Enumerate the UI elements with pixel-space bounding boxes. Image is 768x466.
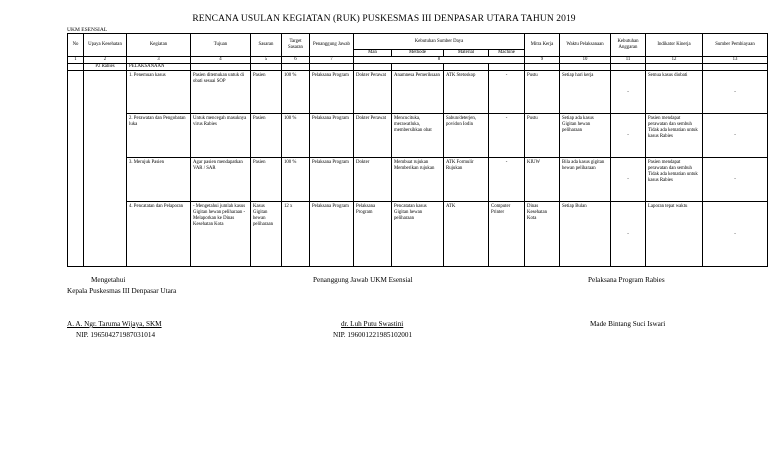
sasaran-cell: Pasien: [251, 70, 282, 113]
tujuan-cell: Agar pasien mendapatkan VAR / SAR: [191, 157, 251, 201]
header-kegiatan: Kegiatan: [127, 34, 191, 57]
col-num: 3: [127, 56, 191, 63]
man-cell: Dokter Perawat: [354, 113, 392, 157]
method-cell: Membuat rujukan Memberikan rujukan: [392, 157, 444, 201]
waktu-cell: Setiap Bulan: [560, 201, 611, 266]
header-kebutuhan-sumber-daya: Kebutuhan Sumber Daya: [354, 34, 525, 50]
header-anggaran: Kebutuhan Anggaran: [611, 34, 646, 57]
header-target: Target Sasaran: [282, 34, 310, 57]
target-cell: 12 x: [282, 201, 310, 266]
col-num: 10: [560, 56, 611, 63]
table-row: [68, 201, 768, 266]
signature-mid-name: dr. Luh Putu Swastini: [341, 320, 404, 328]
sumber-cell: -: [703, 201, 768, 266]
kegiatan-cell: 2. Perawatan dan Pengobatan luka: [127, 113, 191, 157]
col-num: 12: [646, 56, 703, 63]
signature-left-nip: NIP. 196504271987031014: [76, 331, 156, 339]
tujuan-cell: Untuk mencegah masuknya virus Rabies: [191, 113, 251, 157]
sumber-cell: -: [703, 70, 768, 113]
header-man: Man: [354, 50, 392, 57]
sumber-cell: -: [703, 157, 768, 201]
waktu-cell: Setiap hari kerja: [560, 70, 611, 113]
col-num: 6: [282, 56, 310, 63]
signature-left-role: Kepala Puskesmas III Denpasar Utara: [67, 287, 177, 295]
header-no: No: [68, 34, 84, 57]
sumber-cell: -: [703, 113, 768, 157]
anggaran-cell: -: [611, 113, 646, 157]
man-cell: Dokter: [354, 157, 392, 201]
target-cell: 100 %: [282, 70, 310, 113]
column-number-row: [68, 56, 768, 63]
col-num: 2: [84, 56, 127, 63]
kegiatan-cell: 1. Penemuan kasus: [127, 70, 191, 113]
pj-cell: Pelaksana Program: [310, 157, 354, 201]
waktu-cell: Setiap ada kasus Gigitan hewan peliharaan: [560, 113, 611, 157]
machine-cell: -: [489, 157, 525, 201]
sasaran-cell: Kasus Gigitan hewan peliharaan: [251, 201, 282, 266]
man-cell: Pelaksana Program: [354, 201, 392, 266]
material-cell: ATK Stetoskop: [444, 70, 489, 113]
signature-right-name: Made Bintang Suci Iswari: [590, 320, 666, 328]
ruk-table: [67, 33, 768, 267]
col-num: 4: [191, 56, 251, 63]
sasaran-cell: Pasien: [251, 113, 282, 157]
col-num: 8: [354, 56, 525, 63]
anggaran-cell: -: [611, 70, 646, 113]
machine-cell: -: [489, 70, 525, 113]
material-cell: ATK: [444, 201, 489, 266]
header-indikator: Indikator Kinerja: [646, 34, 703, 57]
header-sumber: Sumber Pembiayaan: [703, 34, 768, 57]
kegiatan-cell: 3. Merujuk Pasien: [127, 157, 191, 201]
header-waktu: Waktu Pelaksanaan: [560, 34, 611, 57]
signature-left-name: A. A. Ngr. Taruma Wijaya, SKM: [67, 320, 162, 328]
col-num: 11: [611, 56, 646, 63]
header-penanggung-jawab: Penanggung Jawab: [310, 34, 354, 57]
tujuan-cell: Pasien ditemukan untuk di obati sesuai SOP: [191, 70, 251, 113]
header-material: Material: [444, 50, 489, 57]
signature-mid-nip: NIP. 196001221985102001: [333, 331, 413, 339]
indikator-cell: Pasien mendapat perawatan dan sembuh Tidak ada kematian untuk kasus Rabies: [646, 113, 703, 157]
machine-cell: -: [489, 113, 525, 157]
indikator-cell: Pasien mendapat perawatan dan sembuh Tidak ada kematian untuk kasus Rabies: [646, 157, 703, 201]
col-num: 9: [525, 56, 560, 63]
signature-mid-role: Penanggung Jawab UKM Esensial: [313, 276, 413, 284]
col-num: 5: [251, 56, 282, 63]
anggaran-cell: -: [611, 157, 646, 201]
mitra-cell: Pustu: [525, 113, 560, 157]
signature-left-heading: Mengetahui: [91, 276, 126, 284]
mitra-cell: KIUW: [525, 157, 560, 201]
method-cell: Mencucituka, merawatluka, membersihkan obat: [392, 113, 444, 157]
waktu-cell: Bila ada kasus gigitan hewan peliharaan: [560, 157, 611, 201]
col-num: 7: [310, 56, 354, 63]
method-cell: Pencatatan kasus Gigitan hewan peliharaan: [392, 201, 444, 266]
mitra-cell: Dinas Kesehatan Kota: [525, 201, 560, 266]
col-num: 1: [68, 56, 84, 63]
indikator-cell: Semua kasus diobati: [646, 70, 703, 113]
header-sasaran: Sasaran: [251, 34, 282, 57]
col-num: 13: [703, 56, 768, 63]
pj-cell: Pelaksana Program: [310, 201, 354, 266]
kegiatan-cell: 4. Pencatatan dan Pelaporan: [127, 201, 191, 266]
table-row: [68, 157, 768, 201]
man-cell: Dokter Perawat: [354, 70, 392, 113]
pj-cell: Pelaksana Program: [310, 70, 354, 113]
mitra-cell: Pustu: [525, 70, 560, 113]
signature-right-role: Pelaksana Program Rabies: [588, 276, 665, 284]
table-row: [68, 113, 768, 157]
pj-cell: Pelaksana Program: [310, 113, 354, 157]
header-method: Methode: [392, 50, 444, 57]
pelaksanaan-label: PELAKSANAAN: [127, 63, 191, 70]
tujuan-cell: - Mengetahui jumlah kasus Gigitan hewan peliharaan - Melaporkan ke Dinas Kesehatan Kota: [191, 201, 251, 266]
material-cell: Sabun/deterjen, povidon Iodin: [444, 113, 489, 157]
indikator-cell: Laporan tepat waktu: [646, 201, 703, 266]
document-title: RENCANA USULAN KEGIATAN (RUK) PUSKESMAS III DENPASAR UTARA TAHUN 2019: [192, 14, 576, 24]
sasaran-cell: Pasien: [251, 157, 282, 201]
table-row: [68, 70, 768, 113]
material-cell: ATK Formulir Rujukan: [444, 157, 489, 201]
anggaran-cell: -: [611, 201, 646, 266]
header-tujuan: Tujuan: [191, 34, 251, 57]
header-mitra: Mitra Kerja: [525, 34, 560, 57]
header-upaya: Upaya Kesehatan: [84, 34, 127, 57]
target-cell: 100 %: [282, 157, 310, 201]
program-row: [68, 63, 768, 70]
target-cell: 100 %: [282, 113, 310, 157]
program-name: P2 Rabies: [84, 63, 127, 70]
method-cell: Anamnesa Pemeriksaan: [392, 70, 444, 113]
section-label: UKM ESENSIAL: [67, 27, 108, 33]
header-machine: Machine: [489, 50, 525, 57]
machine-cell: Computer Printer: [489, 201, 525, 266]
